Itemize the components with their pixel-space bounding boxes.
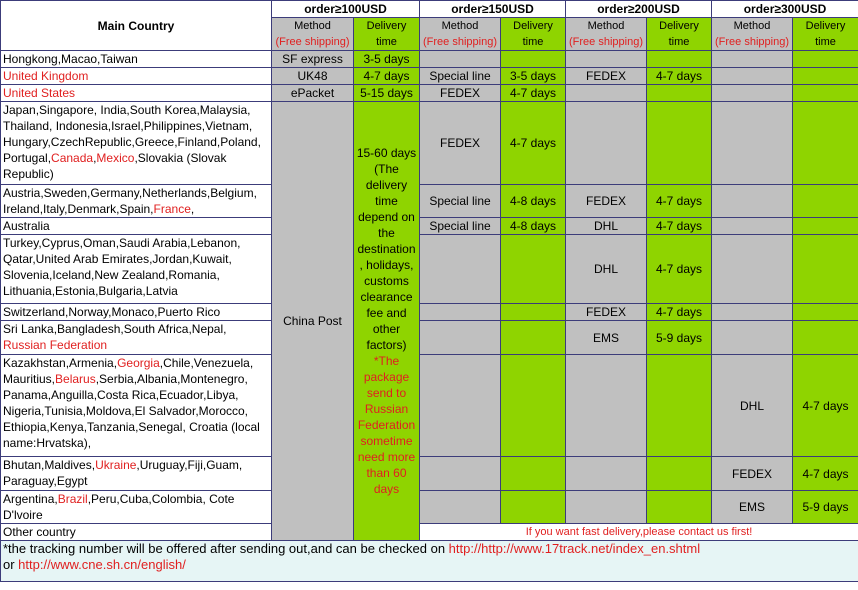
delivery-cell [647,85,712,102]
delivery-cell [647,102,712,185]
delivery-cell [793,102,858,185]
table-row [1,68,858,85]
method-cell: DHL [712,355,793,457]
table-row [1,355,858,457]
method-cell [712,218,793,235]
method-cell [566,457,647,491]
method-cell [712,51,793,68]
delivery-cell [793,235,858,304]
method-cell [420,304,501,321]
delivery-cell: 4-7 days [647,185,712,218]
order-100-header: order≥100USD [272,1,420,18]
method-cell [566,355,647,457]
country-cell: Austria,Sweden,Germany,Netherlands,Belgium, Ireland,Italy,Denmark,Spain,France, [1,185,272,218]
method-cell [712,185,793,218]
table-row [1,218,858,235]
method-cell [566,51,647,68]
delivery-time-header: Delivery time [793,18,858,51]
table-row [1,304,858,321]
delivery-cell: 4-7 days [647,304,712,321]
main-country-header: Main Country [1,1,272,51]
method-cell: FEDEX [566,304,647,321]
delivery-cell: 4-7 days [647,68,712,85]
method-cell [712,85,793,102]
method-cell [420,235,501,304]
country-cell: Australia [1,218,272,235]
method-header: Method (Free shipping) [420,18,501,51]
table-row [1,321,858,355]
delivery-cell [647,457,712,491]
delivery-cell [793,218,858,235]
method-cell: Special line [420,185,501,218]
delivery-cell: 4-8 days [501,218,566,235]
method-cell: EMS [712,491,793,524]
delivery-cell: 5-9 days [793,491,858,524]
delivery-cell: 4-8 days [501,185,566,218]
delivery-cell [647,355,712,457]
method-cell [712,102,793,185]
delivery-cell: 4-7 days [793,457,858,491]
method-cell: FEDEX [712,457,793,491]
delivery-cell [793,68,858,85]
method-cell: UK48 [272,68,354,85]
table-row [1,185,858,218]
delivery-cell [501,491,566,524]
delivery-cell: 3-5 days [354,51,420,68]
method-cell: SF express [272,51,354,68]
method-cell [420,51,501,68]
method-cell: DHL [566,218,647,235]
footnote-row [1,541,858,582]
contact-note: If you want fast delivery,please contact us first! [420,524,858,541]
table-row [1,102,858,185]
delivery-cell [647,491,712,524]
method-cell: FEDEX [566,68,647,85]
method-cell [420,457,501,491]
country-cell: Turkey,Cyprus,Oman,Saudi Arabia,Lebanon, Qatar,United Arab Emirates,Jordan,Kuwait, Slovenia,Iceland,New Zealand,Romania, Lithuania,Estonia,Bulgaria,Latvia [1,235,272,304]
method-header: Method (Free shipping) [566,18,647,51]
method-cell [712,321,793,355]
country-cell: Switzerland,Norway,Monaco,Puerto Rico [1,304,272,321]
delivery-cell [501,457,566,491]
delivery-cell: 4-7 days [354,68,420,85]
method-cell [712,68,793,85]
order-150-header: order≥150USD [420,1,566,18]
method-cell: FEDEX [420,85,501,102]
method-cell: ePacket [272,85,354,102]
method-cell: Special line [420,218,501,235]
delivery-cell [647,51,712,68]
method-cell [566,85,647,102]
method-cell [712,235,793,304]
method-header: Method (Free shipping) [712,18,793,51]
tracking-link-cne[interactable]: http://www.cne.sh.cn/english/ [18,557,186,572]
delivery-cell [501,304,566,321]
country-cell: Other country [1,524,272,541]
method-cell [566,102,647,185]
delivery-cell: 4-7 days [501,102,566,185]
delivery-cell: 3-5 days [501,68,566,85]
delivery-cell [501,321,566,355]
delivery-cell [793,321,858,355]
delivery-cell [793,304,858,321]
method-cell: Special line [420,68,501,85]
table-row [1,524,858,541]
country-cell: Hongkong,Macao,Taiwan [1,51,272,68]
method-cell: FEDEX [420,102,501,185]
delivery-cell: 4-7 days [647,235,712,304]
country-cell: Japan,Singapore, India,South Korea,Malaysia, Thailand, Indonesia,Israel,Philippines,Vietnam, Hungary,CzechRepublic,Greece,Finland,Poland, Portugal,Canada,Mexico,Slovakia (Slovak Republic) [1,102,272,185]
method-cell [566,491,647,524]
delivery-cell: 4-7 days [793,355,858,457]
delivery-time-header: Delivery time [647,18,712,51]
china-post-delivery: 15-60 days (The delivery time depend on the destination , holidays, customs clearance fee and other factors) *The package send to Russian Federation sometime need more than 60 days [354,102,420,541]
method-header: Method (Free shipping) [272,18,354,51]
table-row [1,457,858,491]
footnote: *the tracking number will be offered after sending out,and can be checked on http://http://www.17track.net/index_en.shtml or http://www.cne.sh.cn/english/ [1,541,858,582]
method-cell [420,321,501,355]
delivery-cell [501,51,566,68]
method-cell [712,304,793,321]
tracking-link-17track[interactable]: http://http://www.17track.net/index_en.shtml [448,541,701,556]
table-row [1,491,858,524]
table-row [1,235,858,304]
delivery-cell [501,235,566,304]
china-post-method: China Post [272,102,354,541]
delivery-cell: 5-9 days [647,321,712,355]
method-cell: DHL [566,235,647,304]
order-200-header: order≥200USD [566,1,712,18]
country-cell: United Kingdom [1,68,272,85]
country-cell: United States [1,85,272,102]
method-cell [420,491,501,524]
table-row [1,51,858,68]
order-300-header: order≥300USD [712,1,858,18]
delivery-cell [793,185,858,218]
delivery-cell [501,355,566,457]
method-cell: FEDEX [566,185,647,218]
method-cell: EMS [566,321,647,355]
delivery-cell [793,51,858,68]
delivery-time-header: Delivery time [501,18,566,51]
delivery-cell [793,85,858,102]
delivery-cell: 4-7 days [647,218,712,235]
delivery-cell: 4-7 days [501,85,566,102]
delivery-time-header: Delivery time [354,18,420,51]
country-cell: Argentina,Brazil,Peru,Cuba,Colombia, Cote D'lvoire [1,491,272,524]
method-cell [420,355,501,457]
country-cell: Sri Lanka,Bangladesh,South Africa,Nepal, Russian Federation [1,321,272,355]
country-cell: Kazakhstan,Armenia,Georgia,Chile,Venezuela, Mauritius,Belarus,Serbia,Albania,Montenegro, Panama,Anguilla,Costa Rica,Ecuador,Libya, Nigeria,Tunisia,Moldova,El Salvador,Morocco, Ethiopia,Kenya,Tanzania,Senegal, Croatia (local name:Hrvatska), [1,355,272,457]
delivery-cell: 5-15 days [354,85,420,102]
country-cell: Bhutan,Maldives,Ukraine,Uruguay,Fiji,Guam, Paraguay,Egypt [1,457,272,491]
table-row [1,85,858,102]
